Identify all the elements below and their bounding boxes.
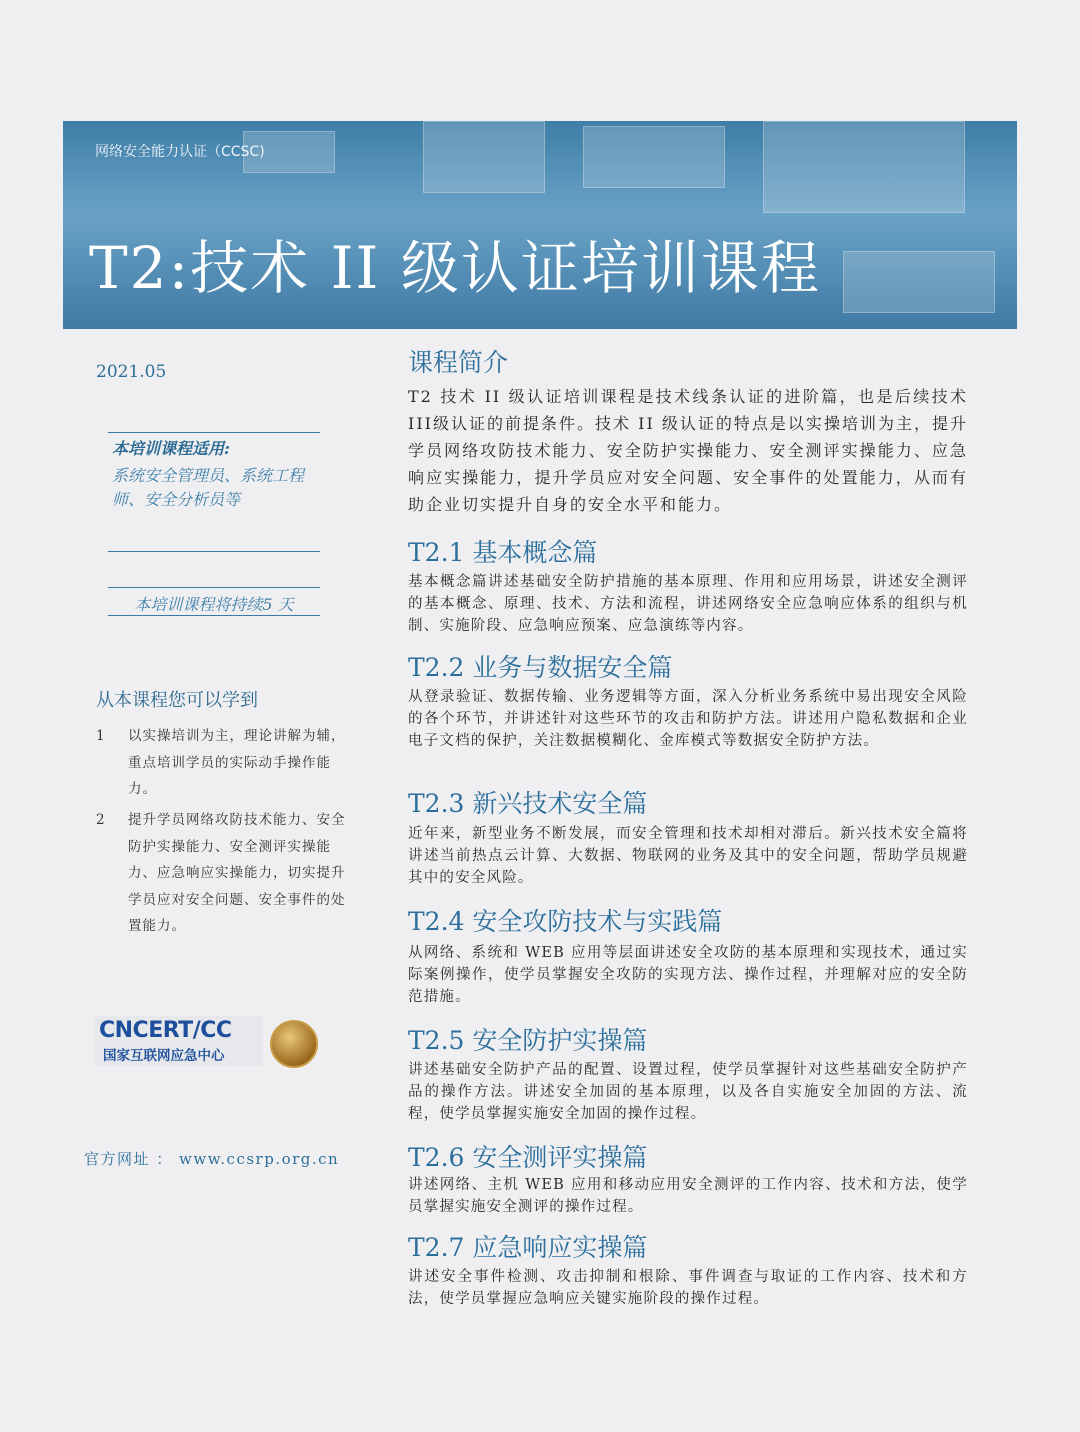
list-text: 提升学员网络攻防技术能力、安全防护实操能力、安全测评实操能力、应急响应实操能力，切实提升学员应对安全问题、安全事件的处置能力。: [128, 812, 346, 934]
divider: [108, 432, 320, 433]
divider: [108, 615, 320, 616]
section-body: 讲述基础安全防护产品的配置、设置过程，使学员掌握针对这些基础安全防护产品的操作方法。讲述安全加固的基本原理，以及各自实施安全加固的方法、流程，使学员掌握实施安全加固的操作过程。: [408, 1062, 968, 1122]
learn-heading: 从本课程您可以学到: [96, 690, 258, 711]
section-title: T2.6 安全测评实操篇: [408, 1143, 648, 1172]
section-body: 讲述网络、主机 WEB 应用和移动应用安全测评的工作内容、技术和方法，使学员掌握实施安全测评的操作过程。: [408, 1177, 968, 1215]
list-text: 以实操培训为主，理论讲解为辅，重点培训学员的实际动手操作能力。: [128, 728, 346, 797]
section-title: T2.5 安全防护实操篇: [408, 1026, 648, 1055]
divider: [108, 587, 320, 588]
audience-body: 系统安全管理员、系统工程师、安全分析员等: [112, 466, 305, 509]
cncert-logo: [95, 1016, 263, 1066]
banner-decoration: [843, 251, 995, 313]
list-number: 2: [96, 812, 105, 828]
banner-decoration: [423, 121, 545, 193]
audience-heading: 本培训课程适用:: [112, 439, 230, 458]
section-title: T2.1 基本概念篇: [408, 538, 598, 567]
page-title: T2:技术 II 级认证培训课程: [89, 234, 821, 302]
section-title: T2.2 业务与数据安全篇: [408, 653, 673, 682]
certification-label: 网络安全能力认证（CCSC): [95, 144, 265, 160]
section-body: 从网络、系统和 WEB 应用等层面讲述安全攻防的基本原理和实现技术，通过实际案例操作，使学员掌握安全攻防的实现方法、操作过程，并理解对应的安全防范措施。: [408, 945, 968, 1005]
official-website: 官方网址 ： www.ccsrp.org.cn: [84, 1150, 340, 1168]
logo-bottom-text: 国家互联网应急中心: [103, 1048, 225, 1064]
section-body: 从登录验证、数据传输、业务逻辑等方面，深入分析业务系统中易出现安全风险的各个环节，并讲述针对这些环节的攻击和防护方法。讲述用户隐私数据和企业电子文档的保护，关注数据模糊化、金库模式等数据安全防护方法。: [408, 689, 968, 749]
section-body: 讲述安全事件检测、攻击抑制和根除、事件调查与取证的工作内容、技术和方法，使学员掌握应急响应关键实施阶段的操作过程。: [408, 1269, 968, 1307]
course-duration: 本培训课程将持续5 天: [134, 595, 294, 614]
intro-title: 课程简介: [408, 348, 509, 377]
section-title: T2.3 新兴技术安全篇: [408, 789, 648, 818]
ccsc-badge-icon: [270, 1020, 318, 1068]
section-title: T2.4 安全攻防技术与实践篇: [408, 907, 723, 936]
divider: [108, 551, 320, 552]
intro-body: T2 技术 II 级认证培训课程是技术线条认证的进阶篇，也是后续技术III级认证的前提条件。技术 II 级认证的特点是以实操培训为主，提升学员网络攻防技术能力、安全防护实操能力、安全测评实操能力、应急响应实操能力，提升学员应对安全问题、安全事件的处置能力，从而有助企业切实提升自身的安全水平和能力。: [408, 387, 968, 514]
publication-date: 2021.05: [96, 362, 167, 382]
banner-decoration: [763, 121, 965, 213]
list-number: 1: [96, 728, 105, 744]
logo-top-text: CNCERT/CC: [99, 1018, 232, 1043]
section-title: T2.7 应急响应实操篇: [408, 1233, 648, 1262]
section-body: 基本概念篇讲述基础安全防护措施的基本原理、作用和应用场景，讲述安全测评的基本概念、原理、技术、方法和流程，讲述网络安全应急响应体系的组织与机制、实施阶段、应急响应预案、应急演练等内容。: [408, 574, 968, 634]
banner-decoration: [583, 126, 725, 188]
list-item: [96, 807, 346, 940]
section-body: 近年来，新型业务不断发展，而安全管理和技术却相对滞后。新兴技术安全篇将讲述当前热点云计算、大数据、物联网的业务及其中的安全问题，帮助学员规避其中的安全风险。: [408, 826, 968, 886]
list-item: [96, 723, 346, 803]
header-banner: [63, 121, 1017, 329]
